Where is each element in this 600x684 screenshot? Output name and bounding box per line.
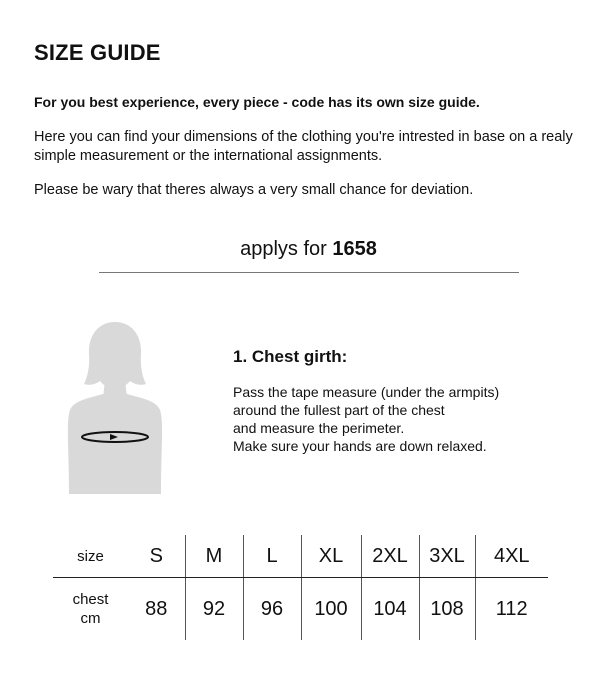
- product-code: 1658: [332, 238, 377, 260]
- unit-label: cm: [80, 610, 101, 627]
- chest-value-cell: 100: [301, 578, 361, 641]
- chest-row-label: [53, 578, 128, 641]
- chest-value-cell: 104: [361, 578, 419, 641]
- intro-paragraph: Here you can find your dimensions of the clothing you're intrested in base on a realy simple measurement or the international assignments.: [34, 129, 573, 164]
- size-header-cell: XL: [301, 535, 361, 578]
- lead-text: For you best experience, every piece - code has its own size guide.: [34, 94, 480, 110]
- instruction-line: Make sure your hands are down relaxed.: [233, 438, 487, 454]
- instruction-line: around the fullest part of the chest: [233, 402, 445, 418]
- size-table: [53, 535, 548, 640]
- size-header-cell: 2XL: [361, 535, 419, 578]
- instruction-line: and measure the perimeter.: [233, 420, 405, 436]
- chest-value-cell: 96: [243, 578, 301, 641]
- size-header-cell: 3XL: [419, 535, 475, 578]
- measurement-title: 1. Chest girth:: [233, 347, 348, 366]
- applies-for-heading: [0, 238, 600, 261]
- chest-value-cell: 92: [185, 578, 243, 641]
- size-header-cell: L: [243, 535, 301, 578]
- instruction-line: Pass the tape measure (under the armpits): [233, 384, 500, 400]
- measurement-instructions: [233, 383, 553, 455]
- deviation-note: Please be wary that theres always a very small chance for deviation.: [34, 182, 474, 198]
- size-header-row: [53, 535, 548, 578]
- page-title: SIZE GUIDE: [34, 40, 161, 65]
- chest-row: [53, 578, 548, 641]
- size-header-cell: 4XL: [475, 535, 548, 578]
- applies-for-label: applys for: [240, 238, 333, 260]
- chest-value-cell: 112: [475, 578, 548, 641]
- chest-value-cell: 108: [419, 578, 475, 641]
- female-silhouette-chest-tape-icon: [60, 318, 170, 494]
- chest-label: chest: [72, 591, 109, 608]
- size-header-label: size: [53, 535, 128, 578]
- divider: [99, 272, 519, 273]
- size-header-cell: M: [185, 535, 243, 578]
- chest-value-cell: 88: [145, 597, 168, 620]
- size-header-cell: S: [128, 535, 185, 578]
